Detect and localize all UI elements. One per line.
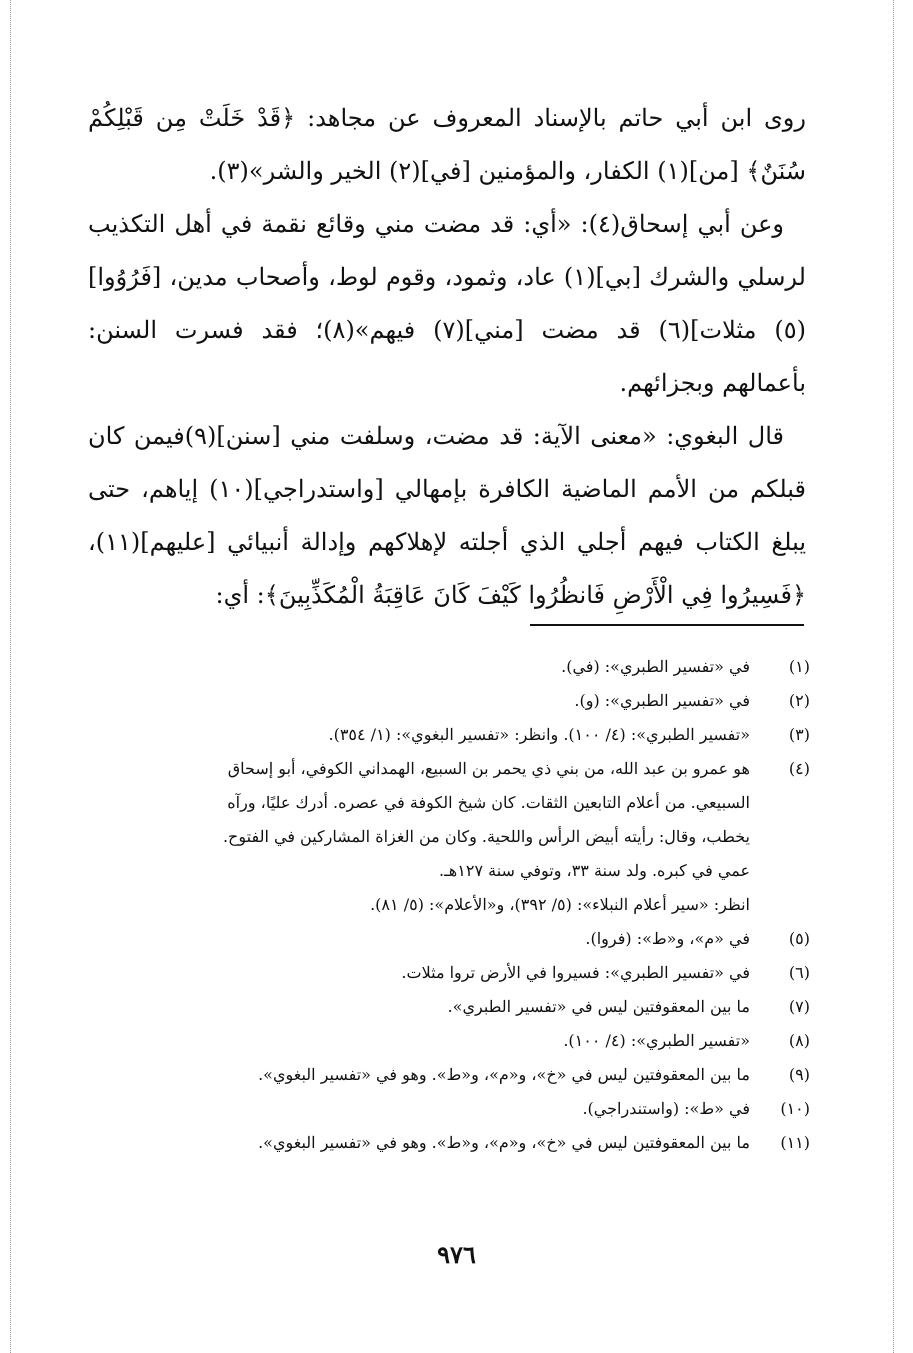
footnotes bbox=[70, 650, 810, 1160]
footnote-text: في «تفسير الطبري»: (و). bbox=[574, 691, 750, 710]
footnote-number: (٥) bbox=[788, 929, 810, 948]
footnote-item bbox=[70, 718, 810, 752]
footnote-item bbox=[70, 922, 810, 956]
footnote-text: «تفسير الطبري»: (٤/ ١٠٠). وانظر: «تفسير البغوي»: (١/ ٣٥٤). bbox=[328, 725, 750, 744]
footnote-text: هو عمرو بن عبد الله، من بني ذي يحمر بن السبيع، الهمداني الكوفي، أبو إسحاق bbox=[227, 759, 750, 778]
footnote-item bbox=[70, 650, 810, 684]
footnote-text: ما بين المعقوفتين ليس في «خ»، و«م»، و«ط». وهو في «تفسير البغوي». bbox=[258, 1065, 750, 1084]
footnote-item bbox=[70, 956, 810, 990]
footnote-item bbox=[70, 752, 810, 786]
footnote-continuation: عمي في كبره. ولد سنة ٣٣، وتوفي سنة ١٢٧هـ. bbox=[439, 861, 750, 880]
footnote-continuation: السبيعي. من أعلام التابعين الثقات. كان شيخ الكوفة في عصره. أدرك عليًا، ورآه bbox=[227, 793, 750, 812]
footnote-item bbox=[70, 990, 810, 1024]
footnote-text: في «م»، و«ط»: (فروا). bbox=[585, 929, 750, 948]
footnote-number: (٧) bbox=[788, 997, 810, 1016]
footnote-item bbox=[70, 1126, 810, 1160]
body-paragraph: روى ابن أبي حاتم بالإسناد المعروف عن مجاهد: ﴿قَدْ خَلَتْ مِن قَبْلِكُمْ سُنَنٌ﴾ [من](١) الكفار، والمؤمنين [في](٢) الخير والشر»(٣). bbox=[88, 104, 806, 185]
footnote-text: في «ط»: (واستندراجي). bbox=[582, 1099, 750, 1118]
footnote-text: في «تفسير الطبري»: فسيروا في الأرض تروا مثلات. bbox=[401, 963, 750, 982]
footnote-number: (١١) bbox=[780, 1133, 810, 1152]
main-text bbox=[88, 92, 806, 622]
footnote-text: في «تفسير الطبري»: (في). bbox=[561, 657, 750, 676]
footnote-item bbox=[70, 1092, 810, 1126]
footnote-continuation: انظر: «سير أعلام النبلاء»: (٥/ ٣٩٢)، و«الأعلام»: (٥/ ٨١). bbox=[370, 895, 750, 914]
footnote-number: (٣) bbox=[788, 725, 810, 744]
footnote-number: (٩) bbox=[788, 1065, 810, 1084]
footnote-number: (٨) bbox=[788, 1031, 810, 1050]
footnote-divider bbox=[530, 624, 804, 626]
footnote-item bbox=[70, 1058, 810, 1092]
body-paragraph: وعن أبي إسحاق(٤): «أي: قد مضت مني وقائع نقمة في أهل التكذيب لرسلي والشرك [بي](١) عاد، وثمود، وقوم لوط، وأصحاب مدين، [فَرُوُوا](٥) مثلات](٦) قد مضت [مني](٧) فيهم»(٨)؛ فقد فسرت السنن: بأعمالهم وبجزائهم. bbox=[88, 210, 807, 397]
footnote-item bbox=[70, 684, 810, 718]
page-edge-left bbox=[10, 0, 11, 1353]
footnote-number: (٦) bbox=[788, 963, 810, 982]
footnote-continuation: يخطب، وقال: رأيته أبيض الرأس واللحية. وكان من الغزاة المشاركين في الفتوح. bbox=[222, 827, 750, 846]
footnote-number: (٤) bbox=[788, 759, 810, 778]
footnote-number: (١) bbox=[788, 657, 810, 676]
footnote-number: (١٠) bbox=[780, 1099, 810, 1118]
page-edge-right bbox=[893, 0, 894, 1353]
footnote-item bbox=[70, 1024, 810, 1058]
page-number: ٩٧٦ bbox=[437, 1240, 476, 1269]
footnote-text: ما بين المعقوفتين ليس في «خ»، و«م»، و«ط». وهو في «تفسير البغوي». bbox=[258, 1133, 750, 1152]
footnote-number: (٢) bbox=[788, 691, 810, 710]
footnote-text: «تفسير الطبري»: (٤/ ١٠٠). bbox=[563, 1031, 750, 1050]
footnote-text: ما بين المعقوفتين ليس في «تفسير الطبري». bbox=[447, 997, 750, 1016]
body-paragraph: قال البغوي: «معنى الآية: قد مضت، وسلفت مني [سنن](٩)فيمن كان قبلكم من الأمم الماضية الكافرة بإمهالي [واستدراجي](١٠) إياهم، حتى يبلغ الكتاب فيهم أجلي الذي أجلته لإهلاكهم وإدالة أنبيائي [عليهم](١١)، ﴿فَسِيرُوا فِي الْأَرْضِ فَانظُرُوا كَيْفَ كَانَ عَاقِبَةُ الْمُكَذِّبِينَ﴾: أي: bbox=[88, 422, 807, 609]
